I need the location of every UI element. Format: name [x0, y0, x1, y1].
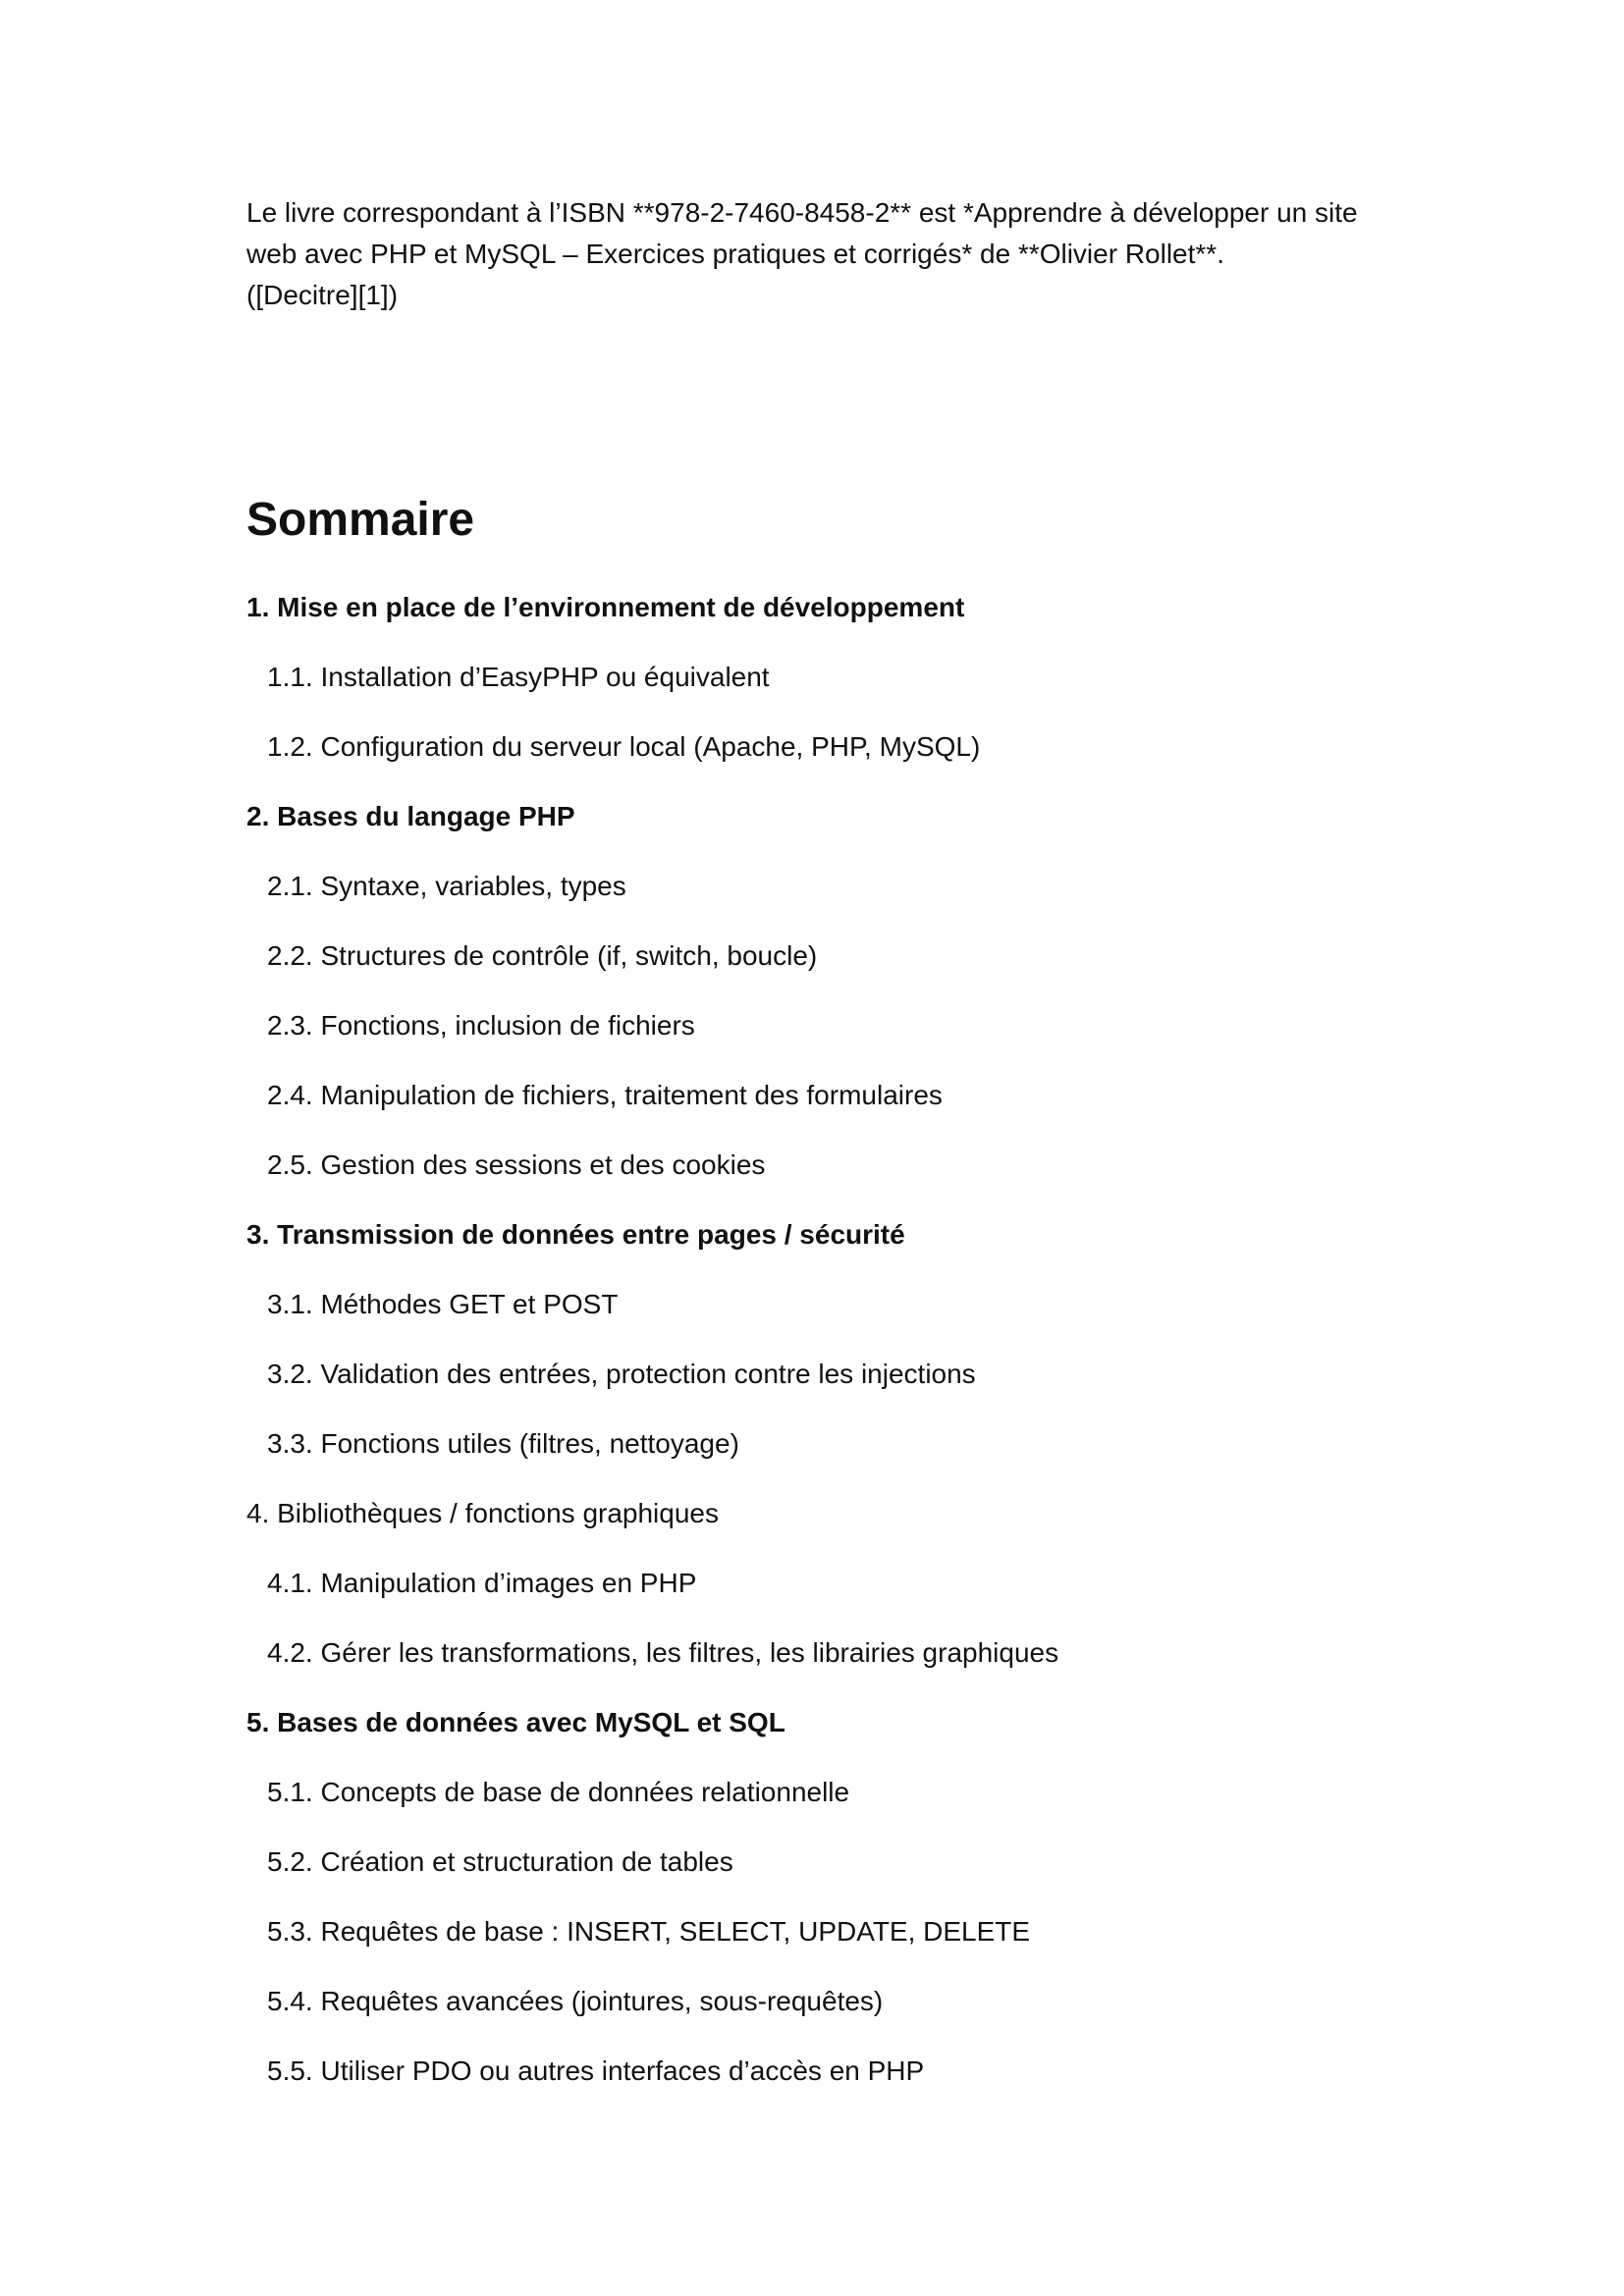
- toc-section: 5.5. Utiliser PDO ou autres interfaces d’accès en PHP: [267, 2056, 925, 2086]
- intro-line: Le livre correspondant à l’ISBN **978-2-7460-8458-2** est *Apprendre à développer un site: [246, 197, 1358, 228]
- toc-chapter: 2. Bases du langage PHP: [246, 801, 575, 831]
- toc-chapter: 5. Bases de données avec MySQL et SQL: [246, 1707, 785, 1737]
- section-heading: Sommaire: [246, 494, 475, 546]
- toc-section: 2.5. Gestion des sessions et des cookies: [267, 1149, 766, 1180]
- intro-line: web avec PHP et MySQL – Exercices pratiques et corrigés* de **Olivier Rollet**.: [246, 239, 1224, 269]
- toc-section: 5.1. Concepts de base de données relationnelle: [267, 1777, 850, 1807]
- toc-section: 1.2. Configuration du serveur local (Apache, PHP, MySQL): [267, 731, 981, 762]
- toc-section: 1.1. Installation d’EasyPHP ou équivalent: [267, 662, 770, 692]
- toc-chapter: 4. Bibliothèques / fonctions graphiques: [246, 1498, 719, 1528]
- toc-section: 5.2. Création et structuration de tables: [267, 1846, 733, 1877]
- toc-chapter: 3. Transmission de données entre pages / sécurité: [246, 1219, 905, 1250]
- intro-paragraph: [246, 192, 1405, 316]
- toc-section: 3.2. Validation des entrées, protection contre les injections: [267, 1359, 976, 1389]
- toc-section: 2.4. Manipulation de fichiers, traitement des formulaires: [267, 1080, 943, 1110]
- toc-section: 4.2. Gérer les transformations, les filtres, les librairies graphiques: [267, 1637, 1059, 1668]
- toc-chapter: 1. Mise en place de l’environnement de développement: [246, 592, 965, 622]
- toc-section: 3.1. Méthodes GET et POST: [267, 1289, 619, 1319]
- table-of-contents: [246, 587, 1405, 2120]
- toc-section: 5.3. Requêtes de base : INSERT, SELECT, UPDATE, DELETE: [267, 1916, 1031, 1947]
- toc-section: 2.1. Syntaxe, variables, types: [267, 871, 626, 901]
- toc-section: 2.2. Structures de contrôle (if, switch, boucle): [267, 940, 818, 971]
- toc-section: 3.3. Fonctions utiles (filtres, nettoyage): [267, 1428, 739, 1459]
- toc-section: 5.4. Requêtes avancées (jointures, sous-requêtes): [267, 1986, 884, 2016]
- intro-line: ([Decitre][1]): [246, 280, 399, 310]
- toc-section: 4.1. Manipulation d’images en PHP: [267, 1568, 697, 1598]
- toc-section: 2.3. Fonctions, inclusion de fichiers: [267, 1010, 695, 1041]
